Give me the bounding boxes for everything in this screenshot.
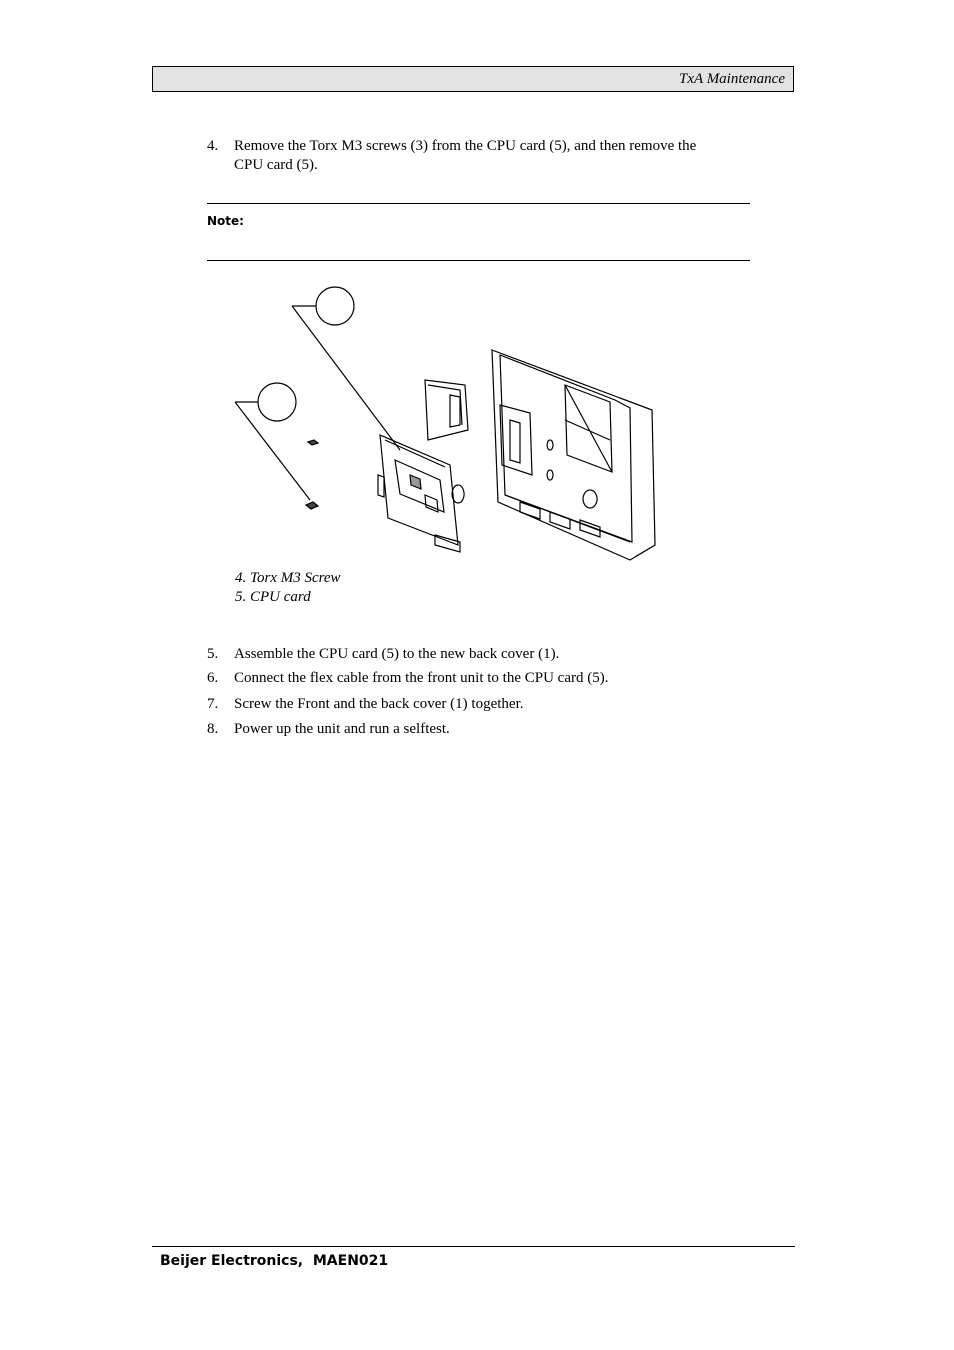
step-text: Assemble the CPU card (5) to the new back cover (1). <box>234 646 560 662</box>
step-number: 7. <box>207 696 219 712</box>
step-text-line1: Remove the Torx M3 screws (3) from the CPU card (5), and then remove the <box>234 138 697 154</box>
footer-text: Beijer Electronics, MAEN021 <box>160 1253 389 1269</box>
step-text-line2: CPU card (5). <box>234 157 318 173</box>
exploded-view-figure <box>220 280 670 570</box>
step-number: 4. <box>207 138 219 154</box>
header-title: TxA Maintenance <box>679 71 785 87</box>
caption-screw: 4. Torx M3 Screw <box>235 570 341 586</box>
step-number: 6. <box>207 670 219 686</box>
callout-circle-top <box>316 287 354 325</box>
note-label: Note: <box>207 214 244 228</box>
step-number: 5. <box>207 646 219 662</box>
step-text: Screw the Front and the back cover (1) together. <box>234 696 524 712</box>
page-header <box>152 66 794 92</box>
exploded-view-drawing <box>220 280 670 570</box>
step-text: Connect the flex cable from the front unit to the CPU card (5). <box>234 670 609 686</box>
caption-cpu-card: 5. CPU card <box>235 589 311 605</box>
step-number: 8. <box>207 721 219 737</box>
step-text: Power up the unit and run a selftest. <box>234 721 450 737</box>
note-top-rule <box>207 203 750 204</box>
callout-circle-left <box>258 383 296 421</box>
footer-rule <box>152 1246 795 1247</box>
note-bottom-rule <box>207 260 750 261</box>
